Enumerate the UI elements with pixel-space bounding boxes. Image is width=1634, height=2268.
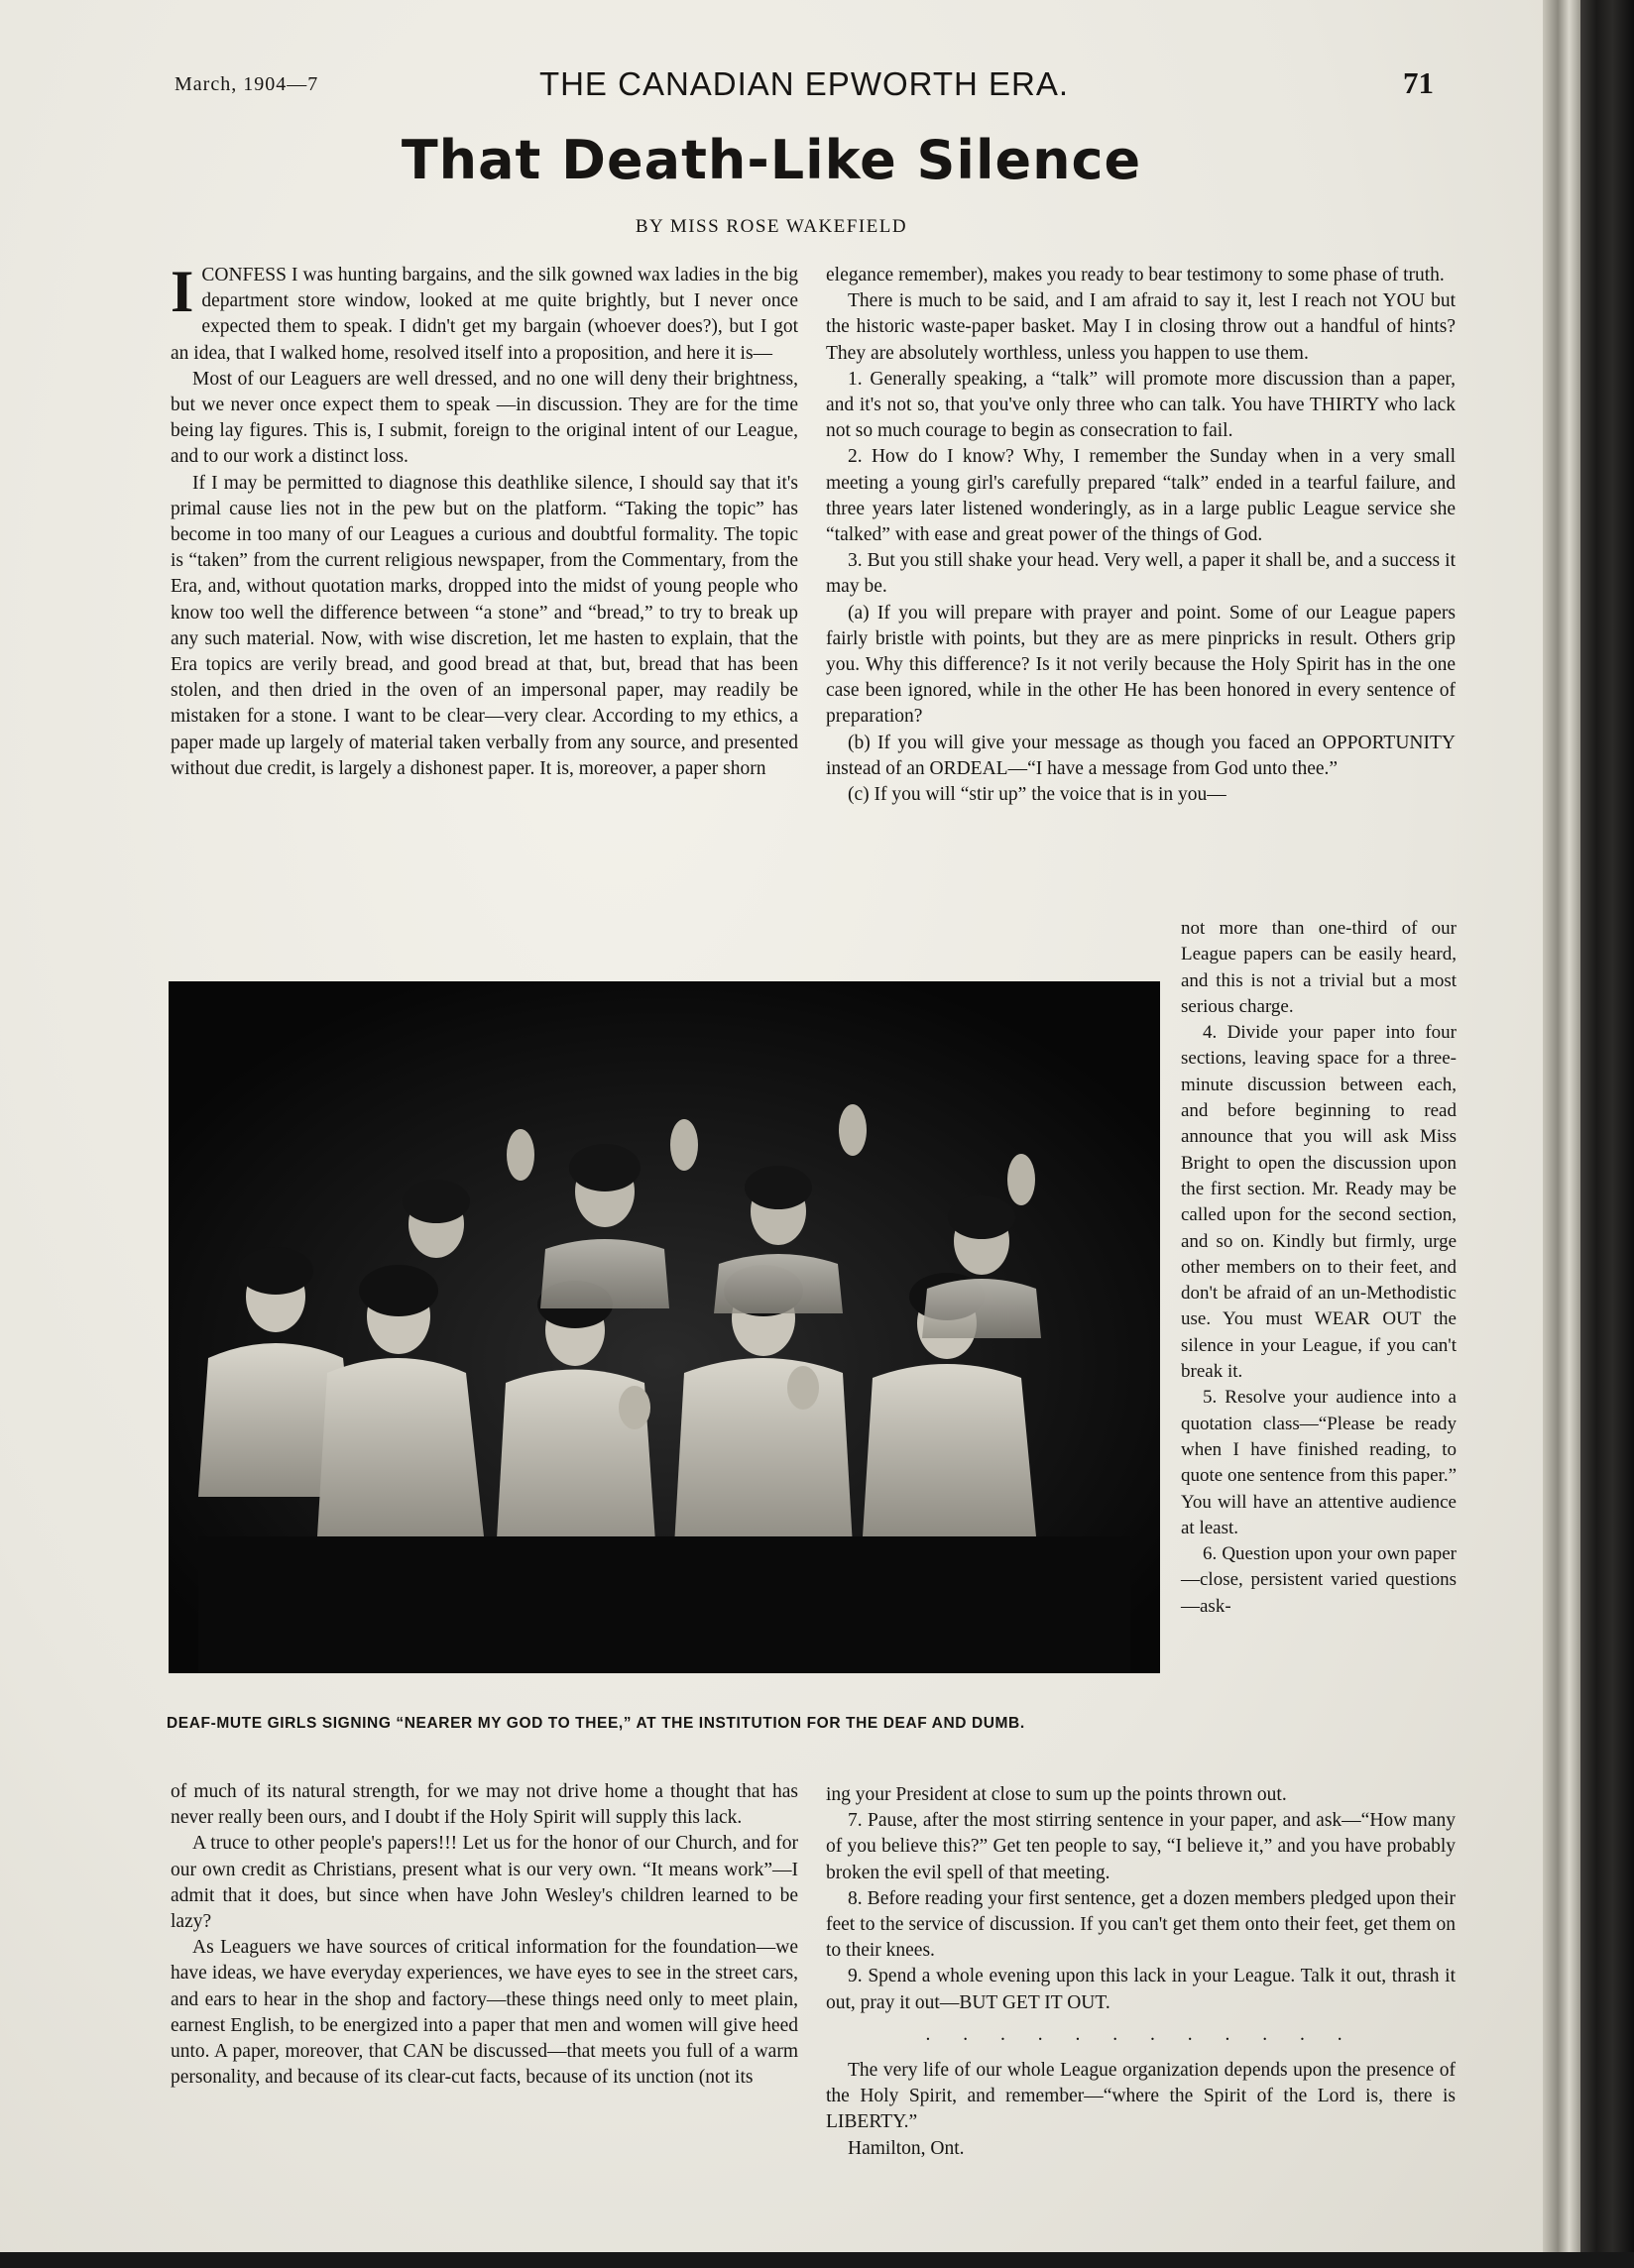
paragraph: 2. How do I know? Why, I remember the Sunday when in a very small meeting a young girl's carefully prepared “talk” ended in a tearful failure, and three years later listened wonderingly, as in a large public League service she “talked” with ease and great power of the things of God. (826, 446, 1456, 546)
paragraph: A truce to other people's papers!!! Let us for the honor of our Church, and for our own credit as Christians, present what is our very own. “It means work”—I admit that it does, but since when have John Wesley's children learned to be lazy? (171, 1833, 798, 1933)
photo-illustration (169, 981, 1160, 1673)
right-column-top (826, 263, 1456, 808)
paragraph: ICONFESS I was hunting bargains, and the silk gowned wax ladies in the big department store window, looked at me quite brightly, but I never once expected them to speak. I didn't get my bargain (whoever does?), but I got an idea, that I walked home, resolved itself into a proposition, and here it is— (171, 259, 798, 364)
paragraph: (b) If you will give your message as though you faced an OPPORTUNITY instead of an ORDEAL—“I have a message from God unto thee.” (826, 732, 1456, 779)
article-byline: BY MISS ROSE WAKEFIELD (635, 216, 908, 237)
paragraph: 4. Divide your paper into four sections, leaving space for a three-minute discussion between each, and before beginning to read announce that you will ask Miss Bright to open the discussion upon the first section. Mr. Ready may be called upon for the second section, and so on. Kindly but firmly, urge other members on to their feet, and don't be afraid of an un-Methodistic use. You must WEAR OUT the silence in your League, if you can't break it. (1181, 1022, 1457, 1383)
paragraph: 8. Before reading your first sentence, get a dozen members pledged upon their feet to the service of discussion. If you can't get them onto their feet, get them on to their knees. (826, 1887, 1456, 1962)
paragraph: not more than one-third of our League papers can be easily heard, and this is not a trivial but a most serious charge. (1181, 918, 1457, 1017)
article-photograph (169, 981, 1160, 1673)
paragraph: There is much to be said, and I am afraid to say it, lest I reach not YOU but the historic waste-paper basket. May I in closing throw out a handful of hints? They are absolutely worthless, unless you happen to use them. (826, 290, 1456, 364)
page-number: 71 (1403, 65, 1434, 100)
paragraph: 6. Question upon your own paper—close, persistent varied questions—ask- (1181, 1543, 1457, 1617)
drop-cap: I (171, 259, 194, 324)
right-column-bottom (826, 1782, 1456, 2162)
issue-date: March, 1904—7 (175, 73, 319, 95)
photo-caption: DEAF-MUTE GIRLS SIGNING “NEARER MY GOD TO THEE,” AT THE INSTITUTION FOR THE DEAF AND DUMB. (167, 1715, 1025, 1732)
paragraph: ing your President at close to sum up the points thrown out. (826, 1784, 1287, 1805)
paragraph: As Leaguers we have sources of critical information for the foundation—we have ideas, we have everyday experiences, we have eyes to see in the street cars, and ears to hear in the shop and factory—these things need only to meet plain, earnest English, to be energized into a paper that men and women will give heed unto. A paper, moreover, that CAN be discussed—that meets you full of a warm personality, and because of its clear-cut facts, because of its unction (not its (171, 1937, 798, 2089)
paragraph: of much of its natural strength, for we may not drive home a thought that has never really been ours, and I doubt if the Holy Spirit will supply this lack. (171, 1781, 798, 1829)
paragraph: (c) If you will “stir up” the voice that is in you— (848, 784, 1226, 806)
paragraph: The very life of our whole League organization depends upon the presence of the Holy Spirit, and remember—“where the Spirit of the Lord is, there is LIBERTY.” (826, 2060, 1456, 2133)
paragraph: 9. Spend a whole evening upon this lack in your League. Talk it out, thrash it out, pray it out—BUT GET IT OUT. (826, 1966, 1456, 2013)
running-header (175, 61, 1434, 111)
paragraph: Most of our Leaguers are well dressed, and no one will deny their brightness, but we never once expect them to speak —in discussion. They are for the time being lay figures. This is, I submit, foreign to the original intent of our League, and to our work a distinct loss. (171, 368, 798, 468)
paragraph: elegance remember), makes you ready to bear testimony to some phase of truth. (826, 265, 1445, 285)
paragraph: If I may be permitted to diagnose this deathlike silence, I should say that it's primal cause lies not in the pew but on the platform. “Taking the topic” has become in too many of our Leagues a curious and doubtful formality. The topic is “taken” from the current religious newspaper, from the Commentary, from the Era, and, without quotation marks, dropped into the midst of young people who know too well the difference between “a stone” and “bread,” to try to break up any such material. Now, with wise discretion, let me hasten to explain, that the Era topics are verily bread, and good bread at that, but, bread that has been stolen, and then dried in the oven of an impersonal paper, may readily be mistaken for a stone. I want to be clear—very clear. According to my ethics, a paper made up largely of material taken verbally from any source, and presented without due credit, is largely a dishonest paper. It is, moreover, a paper shorn (171, 472, 798, 779)
paragraph: 5. Resolve your audience into a quotation class—“Please be ready when I have finished reading, to quote one sentence from this paper.” You will have an attentive audience at least. (1181, 1387, 1457, 1538)
left-column-bottom (171, 1779, 798, 2091)
bottom-edge (0, 2252, 1634, 2268)
narrow-column (1181, 916, 1457, 1620)
signoff: Hamilton, Ont. (848, 2137, 965, 2159)
journal-title: THE CANADIAN EPWORTH ERA. (538, 65, 1070, 102)
book-spine (1580, 0, 1634, 2268)
paragraph: 3. But you still shake your head. Very well, a paper it shall be, and a success it may be. (826, 550, 1456, 598)
section-break: . . . . . . . . . . . . (925, 2023, 1356, 2045)
paragraph: (a) If you will prepare with prayer and point. Some of our League papers fairly bristle with points, but they are as mere pinpricks in result. Others grip you. Why this difference? Is it not verily because the Holy Spirit has in the one case been ignored, while in the other He has been honored in every sentence of preparation? (826, 602, 1456, 728)
page-edge (1543, 0, 1580, 2268)
article-title: That Death-Like Silence (401, 129, 1142, 191)
left-column-top (171, 259, 798, 782)
paragraph: 1. Generally speaking, a “talk” will promote more discussion than a paper, and it's not so, that you've only three who can talk. You have THIRTY who lack not so much courage to begin as consecration to fail. (826, 368, 1456, 442)
paragraph: 7. Pause, after the most stirring sentence in your paper, and ask—“How many of you believe this?” Get ten people to say, “I believe it,” and you have probably broken the evil spell of that meeting. (826, 1810, 1456, 1883)
